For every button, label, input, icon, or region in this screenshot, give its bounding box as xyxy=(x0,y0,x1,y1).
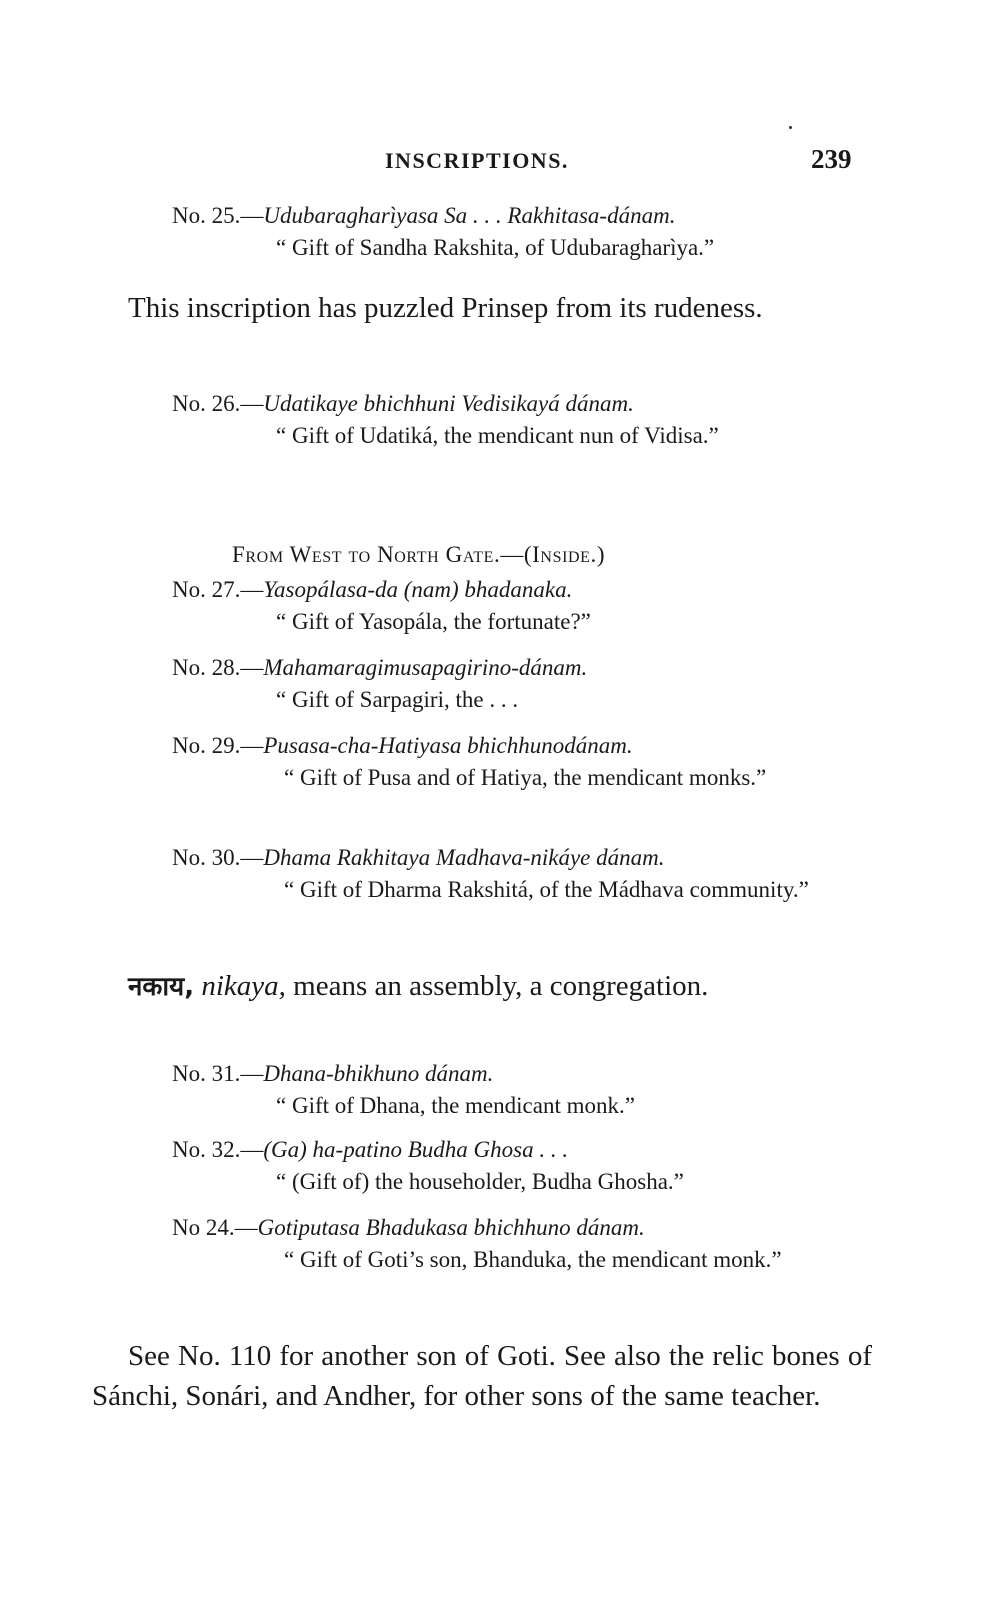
section-heading: From West to North Gate.—(Inside.) xyxy=(232,542,606,567)
inscription-entry-24 xyxy=(172,1212,872,1276)
entry-translation: “ Gift of Yasopála, the fortunate?” xyxy=(276,609,591,634)
inscription-entry-32 xyxy=(172,1134,872,1198)
entry-translation: “ Gift of Sandha Rakshita, of Udubaragharìya.” xyxy=(276,235,715,260)
entry-translation: “ Gift of Goti’s son, Bhanduka, the mendicant monk.” xyxy=(284,1247,782,1272)
entry-number: No. 25.— xyxy=(172,203,264,228)
inscription-entry-31 xyxy=(172,1058,872,1122)
paragraph-rudeness: This inscription has puzzled Prinsep from its rudeness. xyxy=(128,292,763,324)
entry-translation: “ (Gift of) the householder, Budha Ghosha.” xyxy=(276,1169,684,1194)
entry-text: (Ga) ha-patino Budha Ghosa . . . xyxy=(263,1137,569,1162)
entry-text: Udatikaye bhichhuni Vedisikayá dánam. xyxy=(263,391,634,416)
inscription-entry-27 xyxy=(172,574,872,638)
entry-number: No 24.— xyxy=(172,1215,258,1240)
entry-number: No. 28.— xyxy=(172,655,264,680)
entry-text: Gotiputasa Bhadukasa bhichhuno dánam. xyxy=(257,1215,645,1240)
entry-text: Udubaragharìyasa Sa . . . Rakhitasa-dánam. xyxy=(263,203,676,228)
entry-translation: “ Gift of Sarpagiri, the . . . xyxy=(276,687,519,712)
entry-text: Dhana-bhikhuno dánam. xyxy=(263,1061,494,1086)
paragraph-goti: See No. 110 for another son of Goti. See also the relic bones of Sánchi, Sonári, and Andher, for other sons of the same teacher. xyxy=(92,1340,872,1412)
paragraph-text: means an assembly, a congregation. xyxy=(293,970,709,1002)
devanagari-term: नकाय, xyxy=(128,972,195,1002)
entry-translation: “ Gift of Dhana, the mendicant monk.” xyxy=(276,1093,635,1118)
transliterated-term: nikaya, xyxy=(201,970,286,1002)
entry-number: No. 27.— xyxy=(172,577,264,602)
entry-text: Mahamaragimusapagirino-dánam. xyxy=(263,655,588,680)
inscription-entry-28 xyxy=(172,652,872,716)
entry-number: No. 32.— xyxy=(172,1137,264,1162)
entry-number: No. 26.— xyxy=(172,391,264,416)
page-mark xyxy=(789,126,792,129)
page-number: 239 xyxy=(811,144,852,174)
entry-translation: “ Gift of Udatiká, the mendicant nun of Vidisa.” xyxy=(276,423,719,448)
running-title: INSCRIPTIONS. xyxy=(385,148,569,173)
inscription-entry-25 xyxy=(172,200,872,264)
inscription-entry-29 xyxy=(172,730,872,794)
paragraph-nikaya xyxy=(92,966,872,1007)
entry-translation: “ Gift of Dharma Rakshitá, of the Mádhava community.” xyxy=(284,877,809,902)
inscription-entry-26 xyxy=(172,388,872,452)
entry-number: No. 31.— xyxy=(172,1061,264,1086)
entry-text: Yasopálasa-da (nam) bhadanaka. xyxy=(263,577,573,602)
entry-text: Pusasa-cha-Hatiyasa bhichhunodánam. xyxy=(263,733,633,758)
running-head xyxy=(0,144,1000,184)
inscription-entry-30 xyxy=(172,842,872,906)
entry-number: No. 30.— xyxy=(172,845,264,870)
entry-text: Dhama Rakhitaya Madhava-nikáye dánam. xyxy=(263,845,665,870)
entry-translation: “ Gift of Pusa and of Hatiya, the mendicant monks.” xyxy=(284,765,767,790)
entry-number: No. 29.— xyxy=(172,733,264,758)
